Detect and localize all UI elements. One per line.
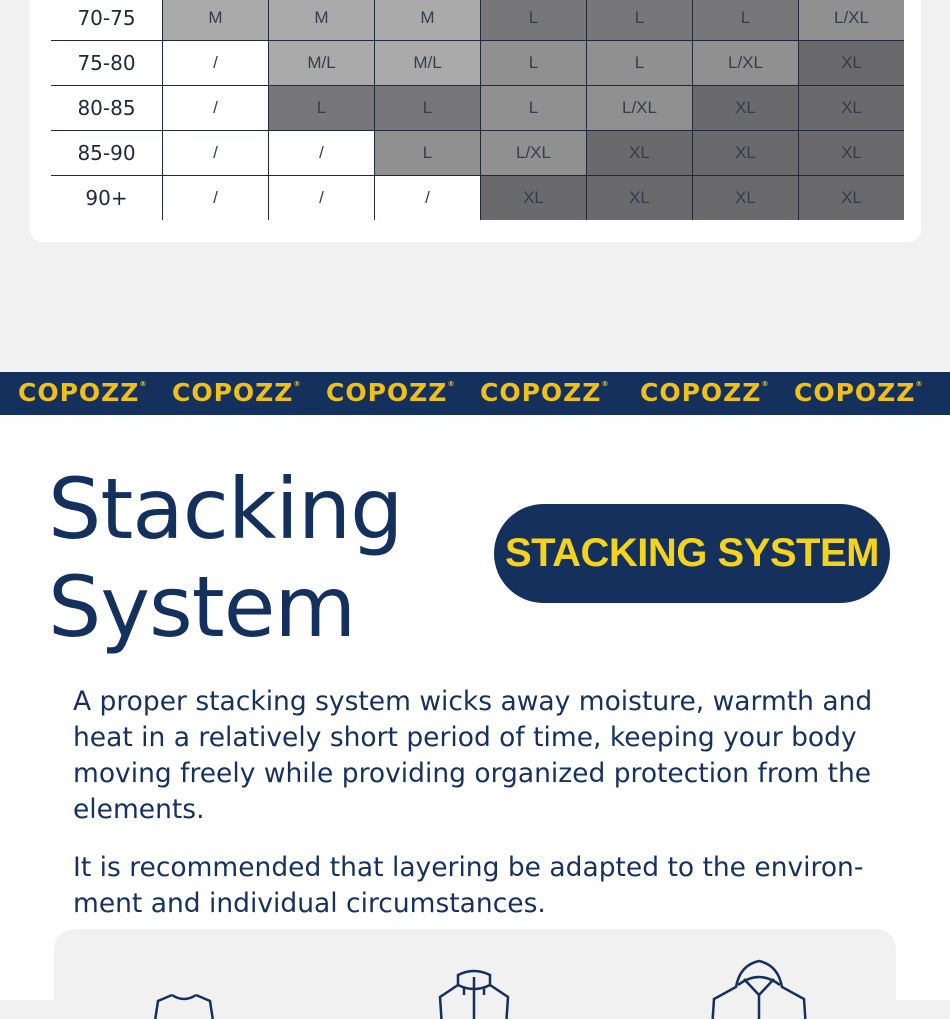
brand-logo-text: COPOZZ (18, 378, 140, 407)
size-cell: L (481, 86, 587, 131)
recommendation-paragraph (73, 850, 903, 922)
size-cell: / (163, 131, 269, 176)
size-chart-table (51, 0, 904, 220)
size-cell: / (269, 176, 375, 221)
description-paragraph: A proper stacking system wicks away moisture, warmth and heat in a relatively short period of time, keeping your body moving freely while providing organized protection from the elements. (73, 686, 873, 825)
size-cell: XL (693, 131, 799, 176)
row-label: 85-90 (51, 131, 163, 176)
size-cell: XL (587, 176, 693, 221)
brand-logo (640, 378, 768, 407)
size-cell: XL (799, 86, 905, 131)
badge-label: STACKING SYSTEM (504, 531, 879, 575)
size-cell: XL (693, 176, 799, 221)
table-row (51, 131, 904, 176)
size-cell: / (163, 86, 269, 131)
size-cell: L/XL (481, 131, 587, 176)
brand-logo-text: COPOZZ (794, 378, 916, 407)
base-layer-icon (144, 987, 224, 1019)
layers-illustration-card (54, 929, 896, 1019)
size-cell: XL (799, 41, 905, 86)
recommendation-line-1: It is recommended that layering be adapted to the environ- (73, 852, 864, 883)
registered-mark: ® (601, 380, 609, 388)
table-row (51, 176, 904, 221)
size-cell: L (587, 41, 693, 86)
brand-logo-text: COPOZZ (172, 378, 294, 407)
stacking-system-badge (494, 504, 890, 603)
size-cell: M/L (269, 41, 375, 86)
size-cell: L (481, 41, 587, 86)
brand-logo (326, 378, 454, 407)
brand-logo (18, 378, 146, 407)
size-cell: L (587, 0, 693, 41)
size-cell: L (269, 86, 375, 131)
size-cell: / (163, 41, 269, 86)
brand-logo (794, 378, 922, 407)
row-label: 90+ (51, 176, 163, 221)
size-cell: L/XL (587, 86, 693, 131)
size-cell: L/XL (799, 0, 905, 41)
brand-logo (480, 378, 608, 407)
registered-mark: ® (761, 380, 769, 388)
size-cell: XL (799, 176, 905, 221)
brand-logo-text: COPOZZ (326, 378, 448, 407)
brand-logo (172, 378, 300, 407)
row-label: 75-80 (51, 41, 163, 86)
size-cell: L (693, 0, 799, 41)
registered-mark: ® (293, 380, 301, 388)
size-cell: L (481, 0, 587, 41)
size-cell: / (375, 176, 481, 221)
size-cell: M/L (375, 41, 481, 86)
registered-mark: ® (447, 380, 455, 388)
size-cell: M (375, 0, 481, 41)
size-cell: M (163, 0, 269, 41)
row-label: 80-85 (51, 86, 163, 131)
title-line-2: System (48, 558, 356, 656)
size-cell: XL (587, 131, 693, 176)
row-label: 70-75 (51, 0, 163, 41)
table-row (51, 41, 904, 86)
table-row (51, 0, 904, 41)
size-cell: XL (693, 86, 799, 131)
recommendation-line-2: ment and individual circumstances. (73, 888, 546, 919)
size-cell: L (375, 131, 481, 176)
size-cell: XL (481, 176, 587, 221)
table-row (51, 86, 904, 131)
size-cell: XL (799, 131, 905, 176)
section-title (48, 460, 402, 656)
mid-layer-jacket-icon (434, 967, 514, 1019)
size-cell: L/XL (693, 41, 799, 86)
registered-mark: ® (139, 380, 147, 388)
brand-logo-text: COPOZZ (640, 378, 762, 407)
brand-banner (0, 372, 950, 415)
size-cell: L (375, 86, 481, 131)
outer-shell-jacket-icon (704, 959, 814, 1019)
title-line-1: Stacking (48, 460, 403, 558)
size-cell: / (269, 131, 375, 176)
brand-logo-text: COPOZZ (480, 378, 602, 407)
size-cell: / (163, 176, 269, 221)
size-cell: M (269, 0, 375, 41)
registered-mark: ® (915, 380, 923, 388)
